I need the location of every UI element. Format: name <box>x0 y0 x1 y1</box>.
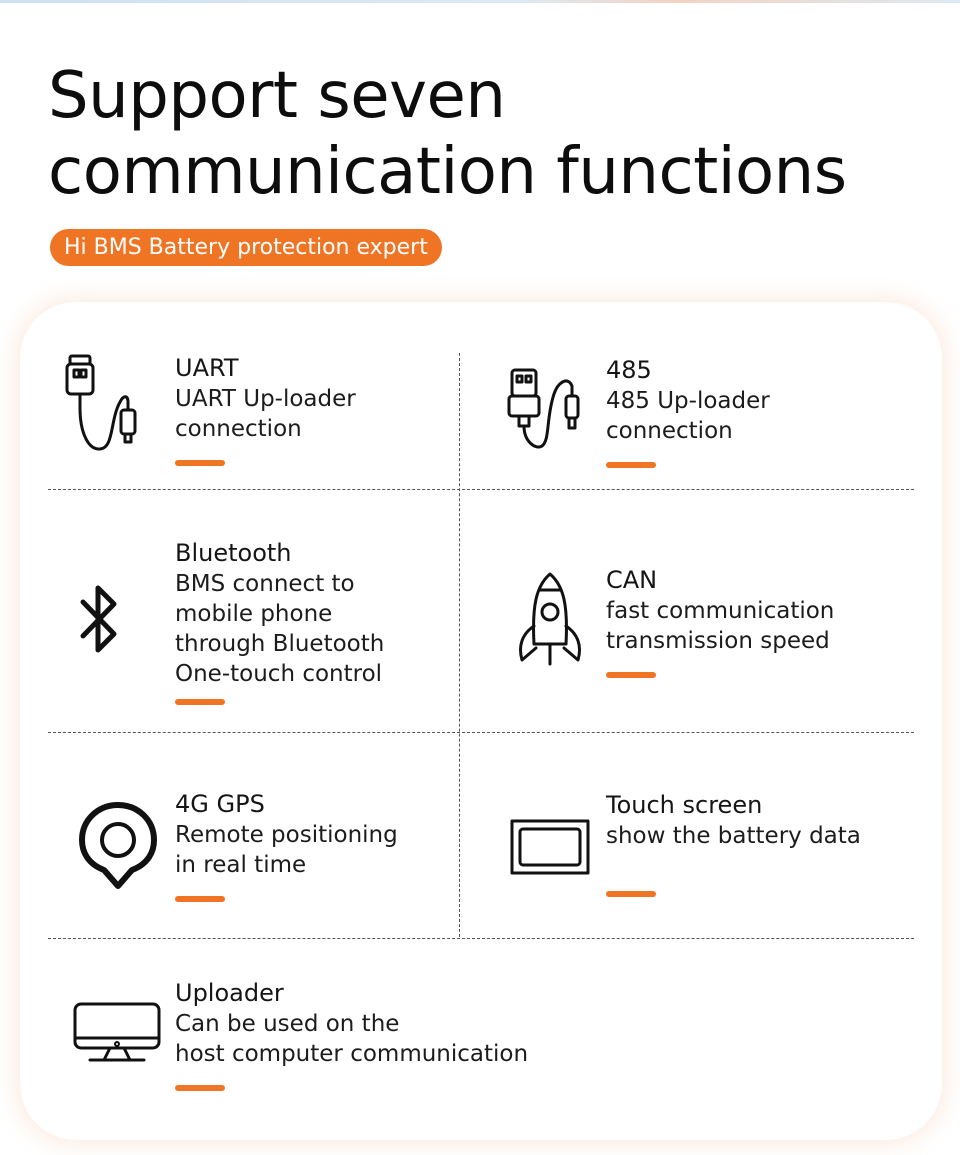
page-title <box>48 58 928 210</box>
accent-bar <box>175 1085 225 1091</box>
feature-4g-gps <box>175 788 398 902</box>
feature-uploader <box>175 977 528 1091</box>
feature-desc-line: One-touch control <box>175 661 383 687</box>
feature-desc-line: Remote positioning <box>175 822 398 848</box>
feature-desc-line: connection <box>606 418 733 444</box>
accent-bar <box>175 896 225 902</box>
top-strip <box>0 0 960 3</box>
feature-485 <box>606 354 770 468</box>
touch-screen-icon <box>510 818 590 876</box>
feature-desc-line: BMS connect to <box>175 571 355 597</box>
feature-desc-line: UART Up-loader <box>175 386 356 412</box>
usb-cable-icon <box>500 352 590 452</box>
feature-uart <box>175 352 356 466</box>
feature-desc-line: mobile phone <box>175 601 333 627</box>
feature-desc-line: show the battery data <box>606 823 861 849</box>
feature-title: Uploader <box>175 979 284 1007</box>
accent-bar <box>606 891 656 897</box>
accent-bar <box>175 460 225 466</box>
accent-bar <box>175 699 225 705</box>
bluetooth-icon <box>78 580 122 658</box>
feature-desc-line: fast communication <box>606 598 835 624</box>
feature-touch-screen <box>606 789 861 897</box>
feature-desc-line: 485 Up-loader <box>606 388 770 414</box>
feature-title: Bluetooth <box>175 539 292 567</box>
headline-line-1: Support seven <box>48 59 506 133</box>
headline-line-2: communication functions <box>48 135 847 209</box>
tagline-badge: Hi BMS Battery protection expert <box>50 229 442 266</box>
feature-desc-line: in real time <box>175 852 307 878</box>
divider-row-2 <box>48 732 914 733</box>
feature-desc-line: through Bluetooth <box>175 631 385 657</box>
accent-bar <box>606 462 656 468</box>
feature-title: 485 <box>606 356 652 384</box>
accent-bar <box>606 672 656 678</box>
feature-desc-line: transmission speed <box>606 628 830 654</box>
location-pin-icon <box>78 800 158 890</box>
feature-desc-line: Can be used on the <box>175 1011 400 1037</box>
divider-row-1 <box>48 489 914 490</box>
rocket-icon <box>514 570 586 668</box>
feature-title: UART <box>175 354 239 382</box>
feature-can <box>606 564 834 678</box>
monitor-icon <box>72 1000 162 1066</box>
feature-bluetooth <box>175 537 384 705</box>
usb-cable-icon <box>62 350 148 454</box>
feature-desc-line: connection <box>175 416 302 442</box>
feature-desc-line: host computer communication <box>175 1041 529 1067</box>
divider-column <box>459 353 460 937</box>
divider-row-3 <box>48 938 914 939</box>
feature-title: CAN <box>606 566 658 594</box>
feature-title: Touch screen <box>606 791 763 819</box>
feature-title: 4G GPS <box>175 790 265 818</box>
